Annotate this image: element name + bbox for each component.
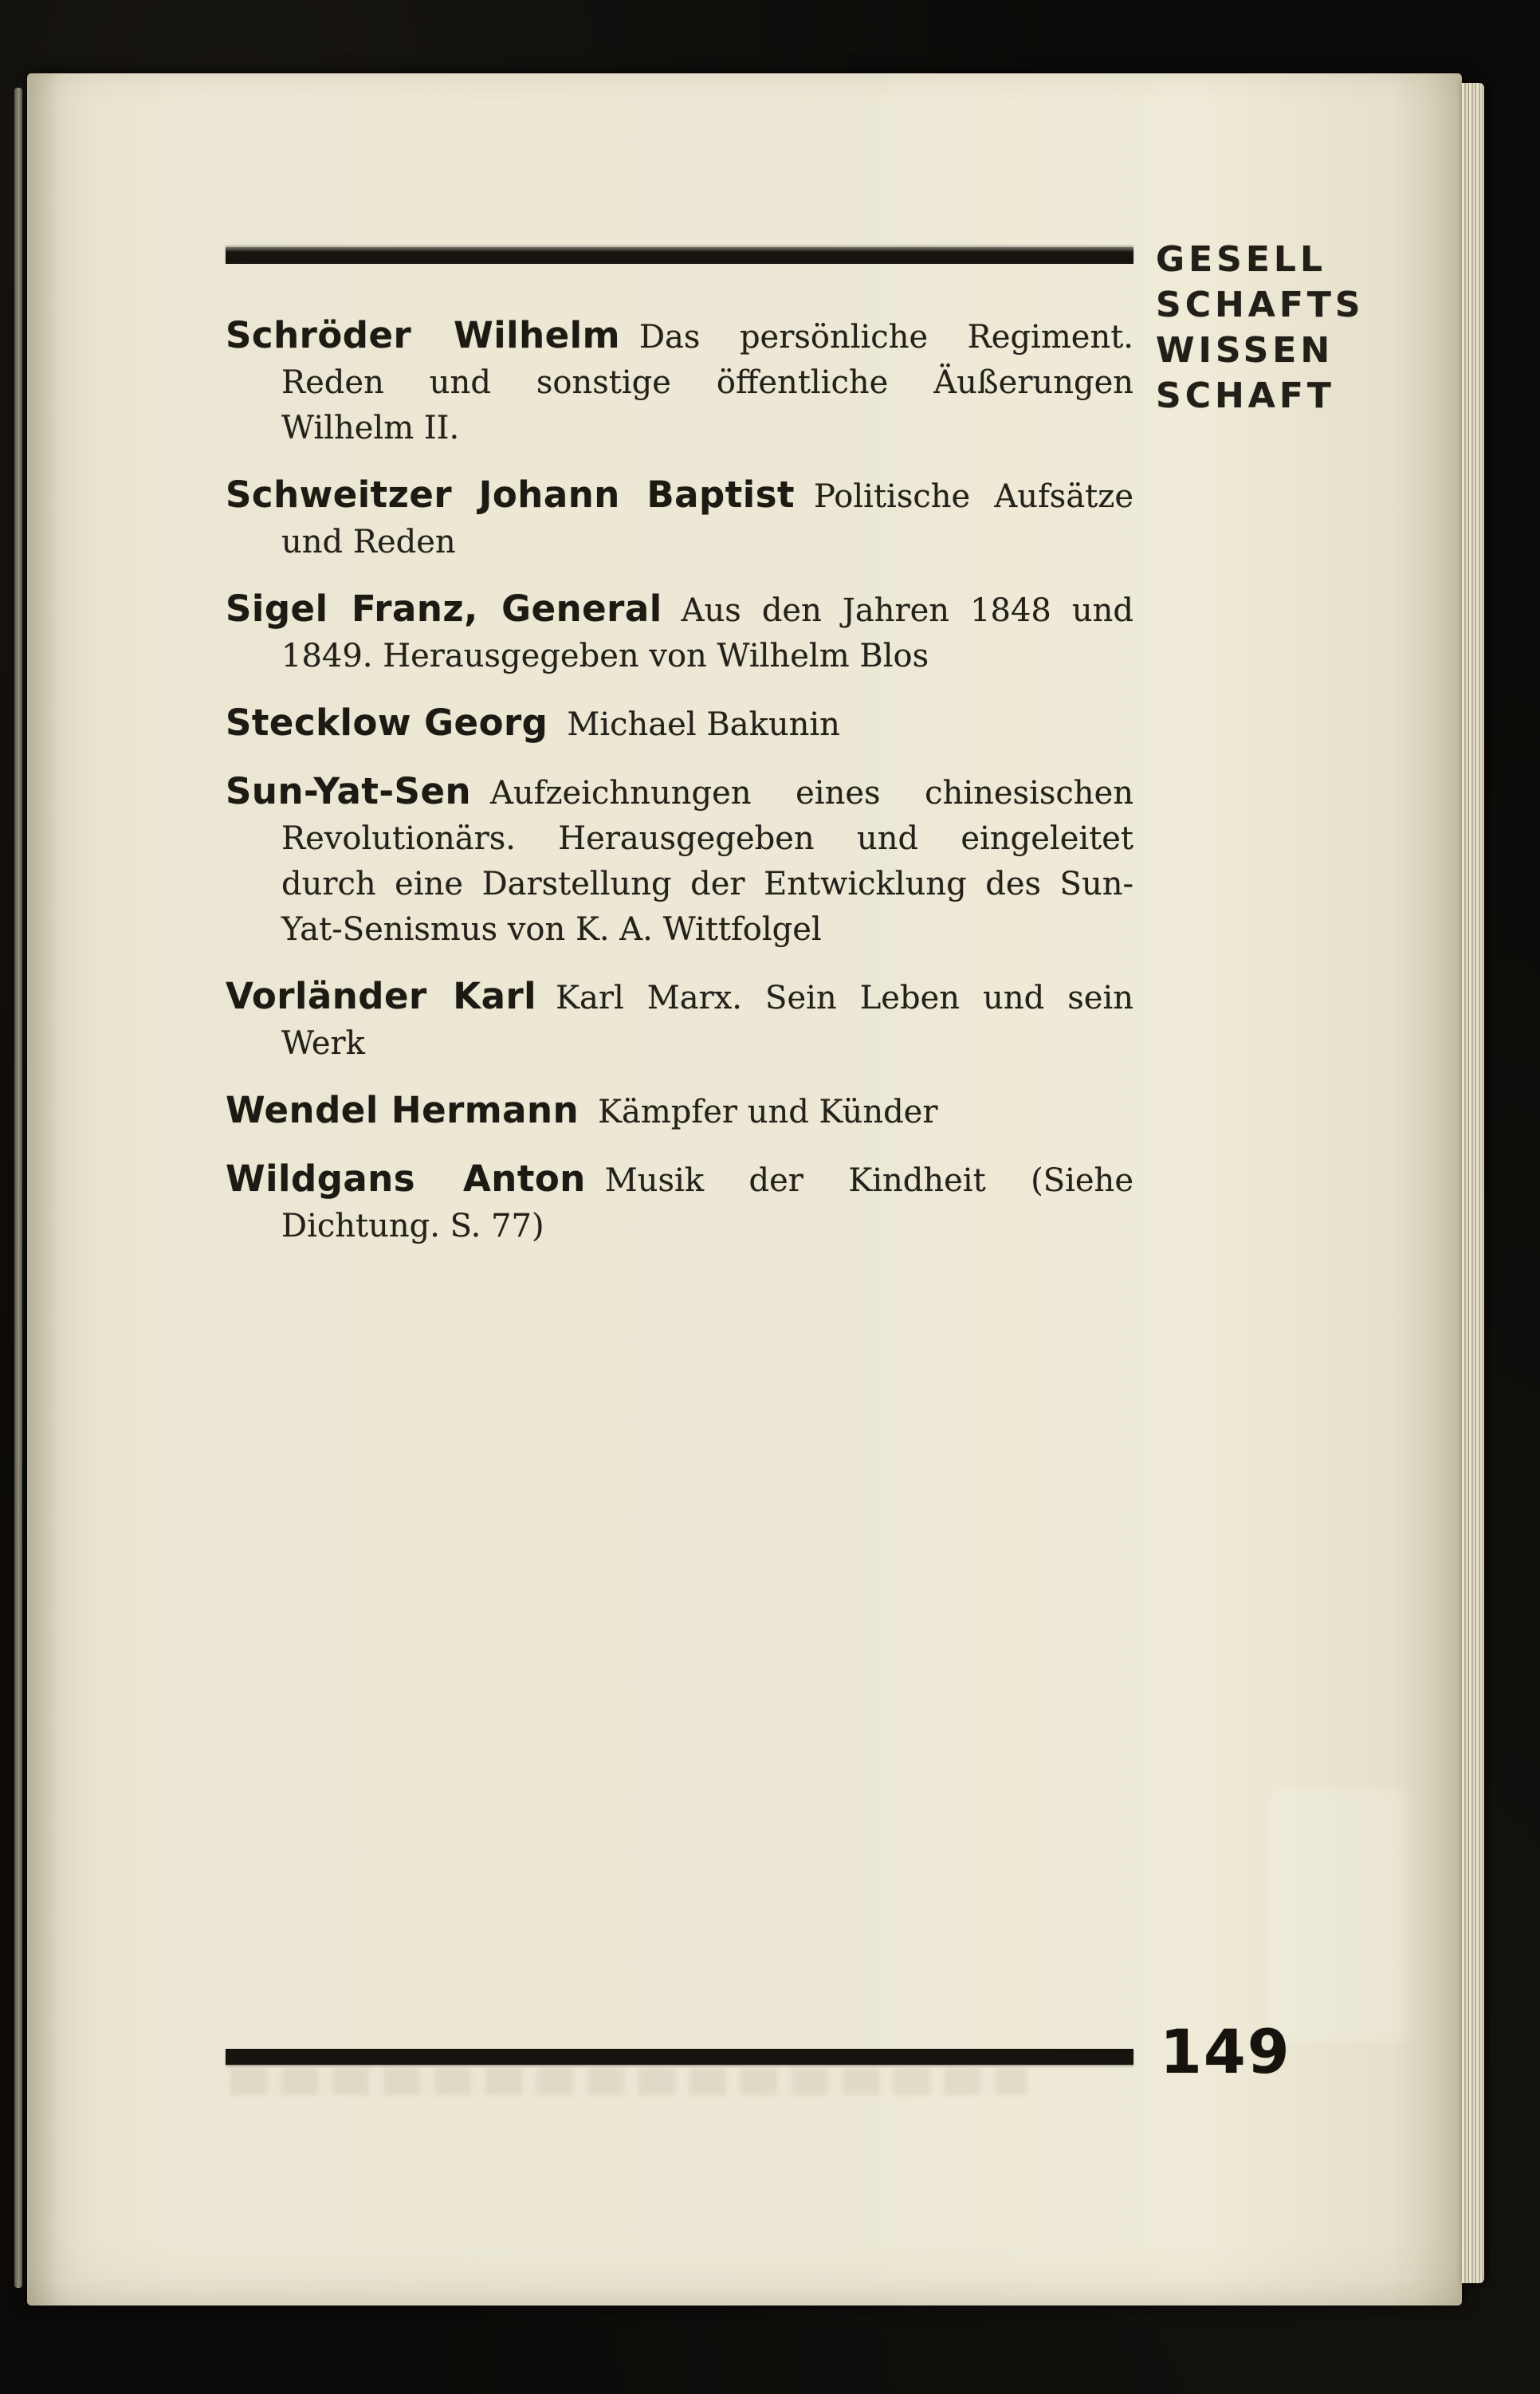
catalog-entry	[226, 769, 1133, 953]
entry-author: Schweitzer Johann Baptist	[226, 474, 795, 516]
section-heading-line: SCHAFT	[1156, 375, 1335, 416]
entry-description: Aufzeichnungen eines chinesischen Revolutionärs. Herausgegeben und eingeleitet durch eine Darstellung der Entwicklung des Sun-Yat-Senismus von K. A. Wittfolgel	[281, 775, 1133, 948]
entry-description: Musik der Kindheit (Siehe Dichtung. S. 77)	[281, 1162, 1133, 1244]
page-edge-stack	[1462, 83, 1484, 2283]
top-rule	[226, 247, 1133, 264]
book-page	[27, 73, 1462, 2306]
entry-author: Sun-Yat-Sen	[226, 770, 472, 812]
entry-description: Das persönliche Regiment. Reden und sonstige öffentliche Äußerungen Wilhelm II.	[281, 319, 1133, 446]
bleed-through-ghost	[230, 2068, 1027, 2095]
page-number: 149	[1160, 2016, 1291, 2087]
entry-description: Karl Marx. Sein Leben und sein Werk	[281, 980, 1134, 1062]
entry-list	[226, 313, 1133, 1270]
entry-author: Sigel Franz, General	[226, 588, 662, 630]
show-through-artifact	[1271, 1787, 1406, 2042]
section-heading-line: SCHAFTS	[1156, 285, 1365, 325]
bottom-rule	[226, 2049, 1133, 2065]
section-heading	[1156, 237, 1365, 419]
entry-author: Vorländer Karl	[226, 975, 537, 1017]
section-heading-line: GESELL	[1156, 239, 1326, 280]
catalog-entry	[226, 1087, 1133, 1135]
entry-description: Michael Bakunin	[567, 706, 840, 743]
entry-author: Wildgans Anton	[226, 1158, 586, 1200]
catalog-entry	[226, 313, 1133, 451]
catalog-entry	[226, 1156, 1133, 1249]
entry-description: Kämpfer und Künder	[598, 1094, 938, 1130]
entry-description: Aus den Jahren 1848 und 1849. Herausgegeben von Wilhelm Blos	[281, 592, 1133, 674]
entry-author: Schröder Wilhelm	[226, 314, 620, 356]
facing-page-edge	[14, 88, 22, 2288]
entry-author: Stecklow Georg	[226, 702, 548, 744]
section-heading-line: WISSEN	[1156, 330, 1334, 371]
entry-description: Politische Aufsätze und Reden	[281, 478, 1133, 560]
catalog-entry	[226, 586, 1133, 679]
catalog-entry	[226, 700, 1133, 748]
entry-author: Wendel Hermann	[226, 1089, 579, 1131]
catalog-entry	[226, 973, 1133, 1067]
catalog-entry	[226, 472, 1133, 565]
